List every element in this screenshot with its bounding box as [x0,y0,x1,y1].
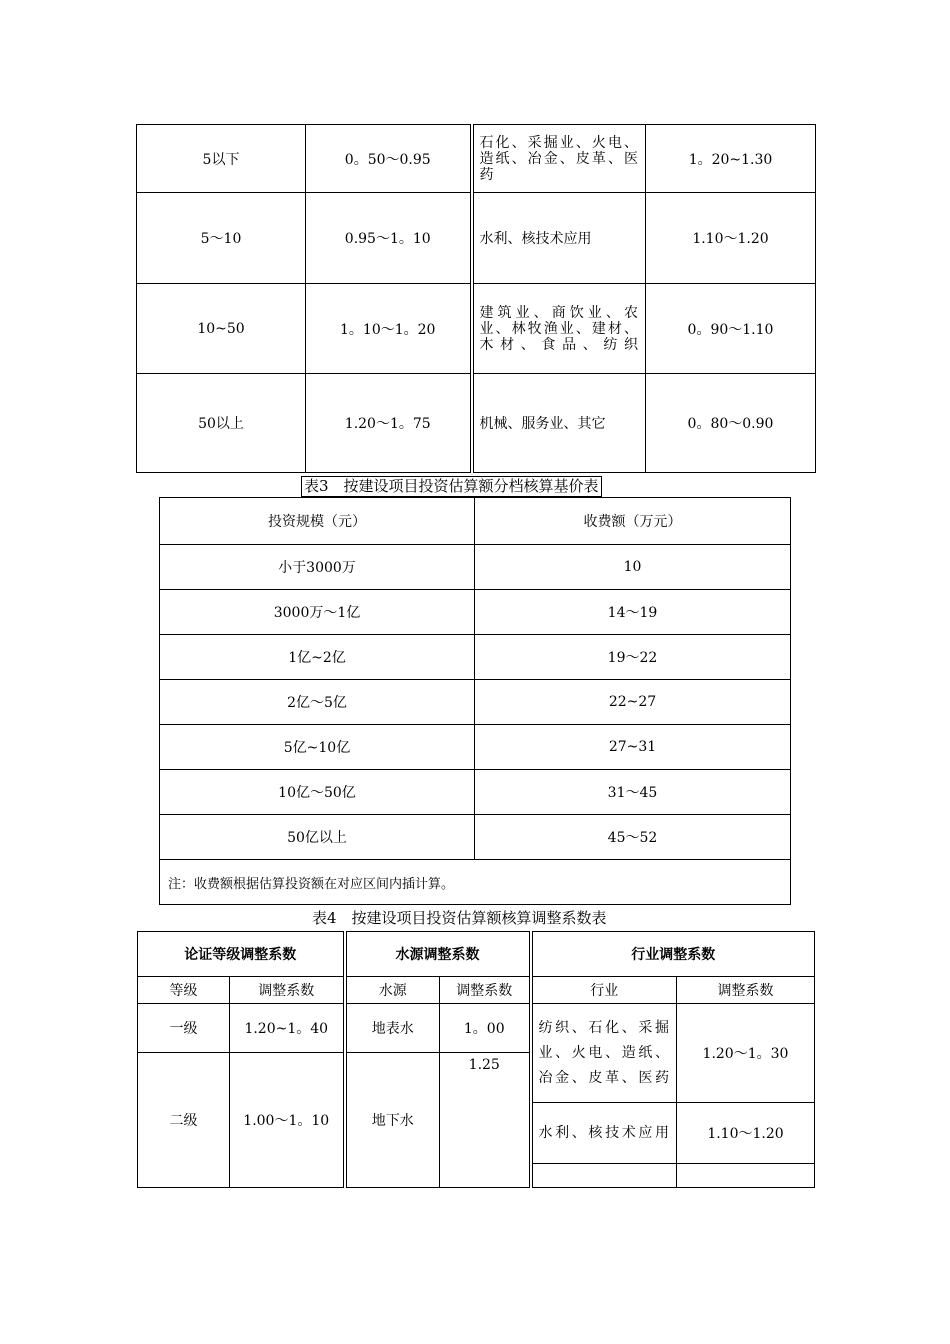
table-row [160,725,791,770]
table-row [160,590,791,635]
table-header-row [160,498,791,545]
column-header: 等级 [138,977,230,1004]
column-header: 收费额（万元） [475,498,791,545]
sub-header-row [138,977,815,1004]
scale-cell: 3000万～1亿 [160,590,475,635]
industry-cell: 水利、核技术应用 [472,193,646,284]
table-row [160,545,791,590]
column-header: 调整系数 [230,977,345,1004]
industry-coefficient-table [136,124,816,473]
industry-coef-cell: 1.20～1。30 [677,1004,815,1103]
fee-cell: 27~31 [475,725,791,770]
table-note-row [160,860,791,905]
column-header: 行业 [531,977,677,1004]
scale-cell: 10~50 [137,284,306,374]
column-header: 投资规模（元） [160,498,475,545]
industry-coef-cell: 1。20~1.30 [646,125,816,193]
scale-cell: 5以下 [137,125,306,193]
empty-cell [677,1164,815,1188]
water-cell: 地表水 [345,1004,440,1053]
industry-coef-cell: 1.10～1.20 [677,1103,815,1164]
table-note: 注：收费额根据估算投资额在对应区间内插计算。 [160,860,791,905]
fee-cell: 14～19 [475,590,791,635]
industry-cell: 石化、采掘业、火电、造纸、冶金、皮革、医药 [472,125,646,193]
grade-cell: 二级 [138,1053,230,1188]
table-row [160,635,791,680]
industry-cell: 纺织、石化、采掘业、火电、造纸、冶金、皮革、医药 [531,1004,677,1103]
fee-cell: 10 [475,545,791,590]
scale-cell: 2亿～5亿 [160,680,475,725]
table3-caption: 表3 按建设项目投资估算额分档核算基价表 [301,476,602,497]
table-row [160,680,791,725]
empty-cell [531,1164,677,1188]
industry-coef-cell: 1.10～1.20 [646,193,816,284]
scale-cell: 50亿以上 [160,815,475,860]
industry-cell: 建筑业、商饮业、农业、林牧渔业、建材、木材、食品、纺织 [472,284,646,374]
fee-cell: 31～45 [475,770,791,815]
coef-cell: 1.20～1。75 [306,374,472,473]
coef-cell: 1。10～1。20 [306,284,472,374]
scale-cell: 小于3000万 [160,545,475,590]
water-group-header: 水源调整系数 [345,932,531,977]
column-header: 调整系数 [440,977,531,1004]
table-row [137,284,816,374]
water-coef-cell: 1.25 [440,1053,531,1188]
scale-cell: 1亿~2亿 [160,635,475,680]
column-header: 水源 [345,977,440,1004]
grade-coef-cell: 1.20~1。40 [230,1004,345,1053]
scale-cell: 5亿~10亿 [160,725,475,770]
industry-group-header: 行业调整系数 [531,932,815,977]
grade-cell: 一级 [138,1004,230,1053]
table-row [137,374,816,473]
grade-coef-cell: 1.00～1。10 [230,1053,345,1188]
scale-cell: 10亿～50亿 [160,770,475,815]
industry-coef-cell: 0。80～0.90 [646,374,816,473]
adjustment-coefficient-table [137,931,815,1188]
coef-cell: 0。50～0.95 [306,125,472,193]
table4-caption: 表4 按建设项目投资估算额核算调整系数表 [312,909,607,927]
water-cell: 地下水 [345,1053,440,1188]
group-header-row [138,932,815,977]
table-row [138,1004,815,1053]
fee-cell: 19～22 [475,635,791,680]
industry-cell: 机械、服务业、其它 [472,374,646,473]
scale-cell: 5～10 [137,193,306,284]
industry-coef-cell: 0。90～1.10 [646,284,816,374]
table-row [160,815,791,860]
column-header: 调整系数 [677,977,815,1004]
base-price-table [159,497,791,905]
industry-cell: 水利、核技术应用 [531,1103,677,1164]
fee-cell: 45～52 [475,815,791,860]
water-coef-cell: 1。00 [440,1004,531,1053]
grade-group-header: 论证等级调整系数 [138,932,345,977]
table-row [137,193,816,284]
table-row [137,125,816,193]
table-row [160,770,791,815]
fee-cell: 22~27 [475,680,791,725]
scale-cell: 50以上 [137,374,306,473]
coef-cell: 0.95～1。10 [306,193,472,284]
